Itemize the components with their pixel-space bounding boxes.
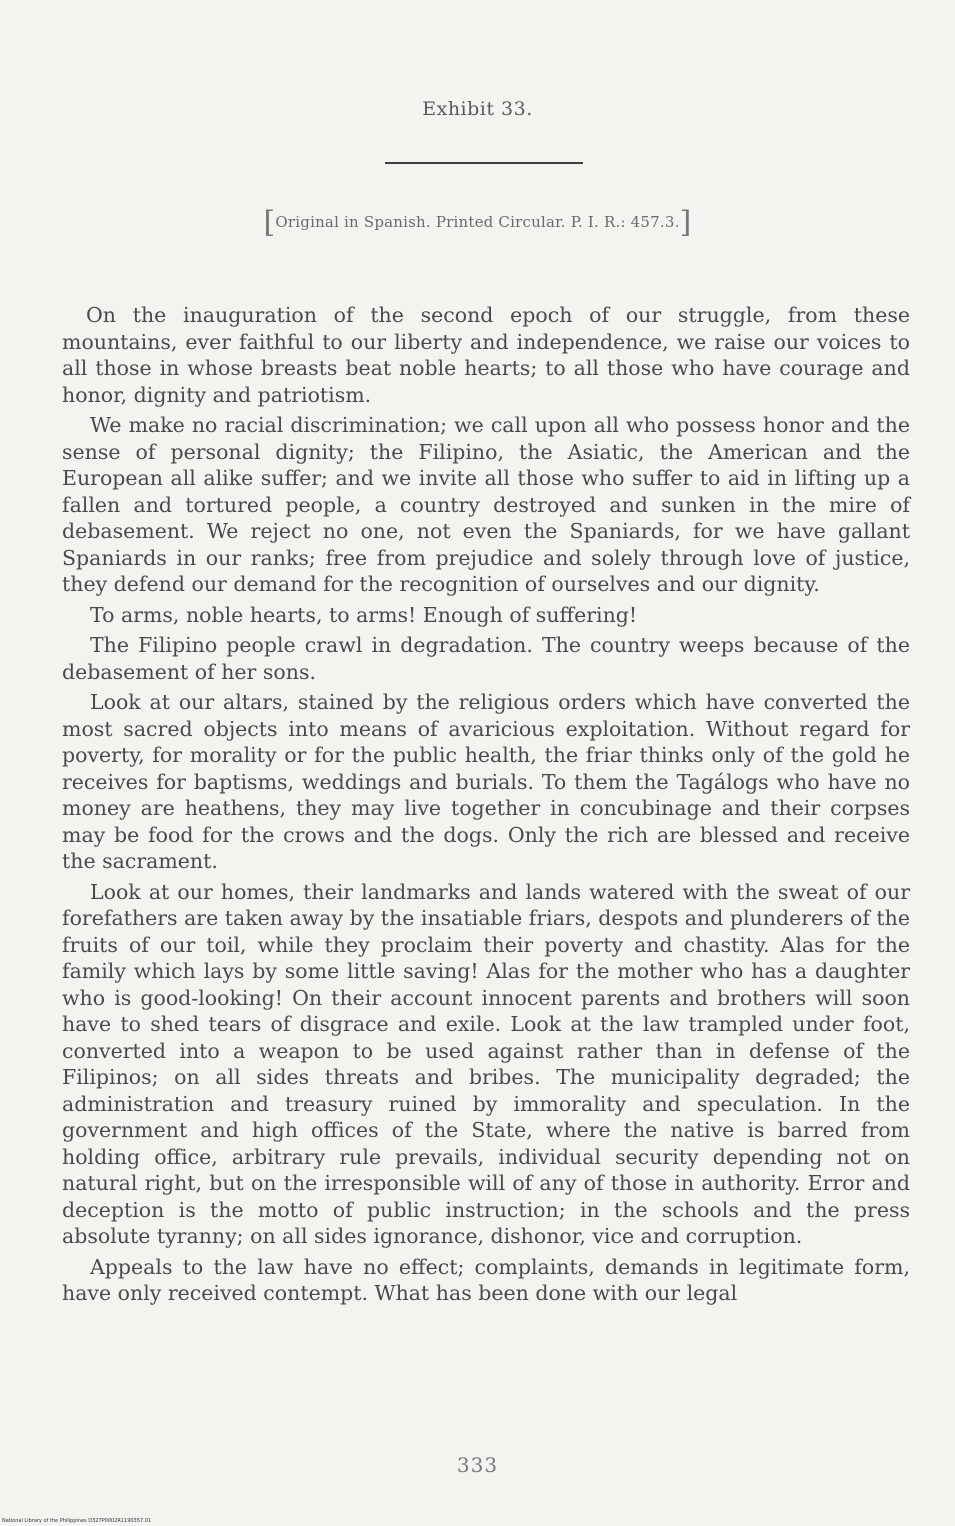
paragraph-7: Appeals to the law have no effect; complaints, demands in legitimate form, have only received contempt. What has been done with our legal bbox=[62, 1254, 910, 1305]
paragraph-5: Look at our altars, stained by the religious orders which have converted the most sacred objects into means of avaricious exploitation. Without regard for poverty, for morality or for the public health, the friar thinks only of the gold he receives for baptisms, weddings and burials. To them the Tagálogs who have no money are heathens, they may live together in concubinage and their corpses may be food for the crows and the dogs. Only the rich are blessed and receive the sacrament. bbox=[62, 690, 910, 873]
right-bracket: ] bbox=[679, 205, 692, 240]
source-note bbox=[0, 205, 955, 240]
exhibit-title: Exhibit 33. bbox=[422, 98, 533, 120]
paragraph-1: On the inauguration of the second epoch of our struggle, from these mountains, ever faithful to our liberty and independence, we raise our voices to all those in whose breasts beat noble hearts; to all those who have courage and honor, dignity and patriotism. bbox=[62, 303, 910, 407]
paragraph-3: To arms, noble hearts, to arms! Enough of suffering! bbox=[90, 602, 638, 627]
paragraph-4: The Filipino people crawl in degradation. The country weeps because of the debasement of her sons. bbox=[62, 633, 910, 684]
footer-credit: National Library of the Philippines D327P0002R1190357.01 bbox=[2, 1518, 152, 1524]
title-divider bbox=[385, 162, 583, 164]
page-number: 333 bbox=[456, 1453, 499, 1477]
paragraph-2: We make no racial discrimination; we call upon all who possess honor and the sense of personal dignity; the Filipino, the Asiatic, the American and the European all alike suffer; and we invite all those who suffer to aid in lifting up a fallen and tortured people, a country destroyed and sunken in the mire of debasement. We reject no one, not even the Spaniards, for we have gallant Spaniards in our ranks; free from prejudice and solely through love of justice, they defend our demand for the recognition of ourselves and our dignity. bbox=[62, 413, 910, 596]
left-bracket: [ bbox=[263, 205, 276, 240]
source-note-text: Original in Spanish. Printed Circular. P. I. R.: 457.3. bbox=[275, 213, 680, 231]
paragraph-6: Look at our homes, their landmarks and lands watered with the sweat of our forefathers are taken away by the insatiable friars, despots and plunderers of the fruits of our toil, while they proclaim their poverty and chastity. Alas for the family which lays by some little saving! Alas for the mother who has a daughter who is good-looking! On their account innocent parents and brothers will soon have to shed tears of disgrace and exile. Look at the law trampled under foot, converted into a weapon to be used against rather than in defense of the Filipinos; on all sides threats and bribes. The municipality degraded; the administration and treasury ruined by immorality and speculation. In the government and high offices of the State, where the native is barred from holding office, arbitrary rule prevails, individual security depending not on natural right, but on the irresponsible will of any of those in authority. Error and deception is the motto of public instruction; in the schools and the press absolute tyranny; on all sides ignorance, dishonor, vice and corruption. bbox=[62, 879, 910, 1248]
document-body bbox=[62, 302, 910, 1311]
